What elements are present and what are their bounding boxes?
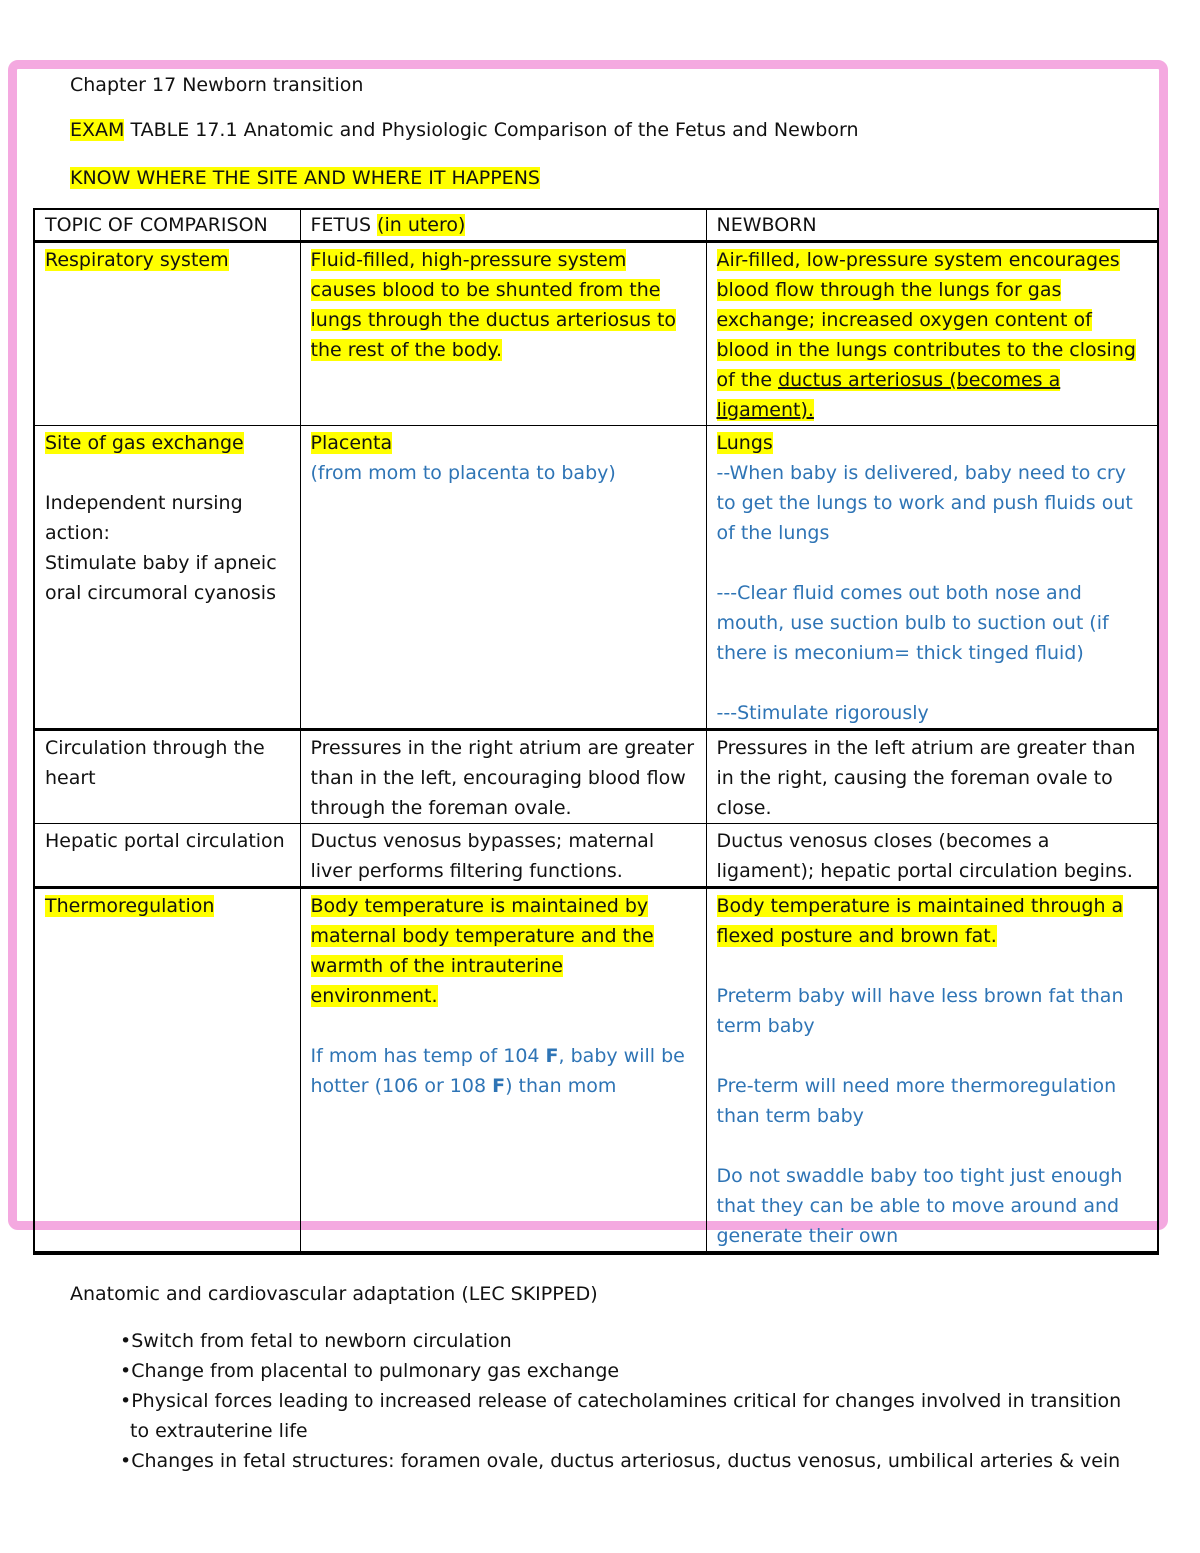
- topic-cell: [34, 425, 300, 729]
- newborn-note: Preterm baby will have less brown fat than term baby: [716, 984, 1124, 1037]
- fetus-cell: Pressures in the right atrium are greater than in the left, encouraging blood flow through the foreman ovale.: [300, 729, 706, 823]
- table-title-text: TABLE 17.1 Anatomic and Physiologic Comparison of the Fetus and Newborn: [124, 119, 859, 141]
- list-item: [92, 1326, 1140, 1356]
- know-line: [70, 166, 540, 190]
- topic-label: Site of gas exchange: [45, 431, 244, 454]
- fetus-cell: [300, 241, 706, 425]
- newborn-cell: [706, 887, 1158, 1253]
- topic-label: Thermoregulation: [45, 894, 215, 917]
- list-item-text: Switch from fetal to newborn circulation: [131, 1330, 512, 1352]
- header-fetus: [300, 209, 706, 241]
- header-fetus-label: FETUS: [310, 214, 378, 236]
- table-row: [34, 823, 1158, 887]
- fetus-cell: [300, 425, 706, 729]
- bullet-dot: •: [120, 1330, 132, 1352]
- list-item-text: Physical forces leading to increased release of catecholamines critical for changes involved in transition to extrauterine life: [130, 1390, 1122, 1442]
- topic-label: Respiratory system: [45, 248, 229, 271]
- nursing-action-text: Stimulate baby if apneic oral circumoral cyanosis: [45, 551, 277, 604]
- fetus-note-part: , baby will be hotter (106 or 108: [310, 1044, 685, 1097]
- list-item-text: Change from placental to pulmonary gas exchange: [131, 1360, 620, 1382]
- fetus-text: Fluid-filled, high-pressure system causes blood to be shunted from the lungs through the ductus arteriosus to the rest of the body.: [310, 248, 677, 361]
- fetus-cell: Ductus venosus bypasses; maternal liver performs filtering functions.: [300, 823, 706, 887]
- topic-cell: [34, 887, 300, 1253]
- list-item: [92, 1356, 1140, 1386]
- comparison-table: [33, 208, 1159, 1255]
- table-row: [34, 887, 1158, 1253]
- fetus-note: (from mom to placenta to baby): [310, 461, 616, 484]
- table-row: [34, 241, 1158, 425]
- fetus-cell: [300, 887, 706, 1253]
- newborn-text: Lungs: [716, 431, 773, 454]
- list-item-text: Changes in fetal structures: foramen ovale, ductus arteriosus, ductus venosus, umbilical arteries & vein: [131, 1450, 1121, 1472]
- topic-cell: Circulation through the heart: [34, 729, 300, 823]
- bullet-dot: •: [120, 1450, 132, 1472]
- fetus-note: [311, 1041, 696, 1101]
- table-row: [34, 729, 1158, 823]
- fahrenheit-mark: F: [492, 1074, 506, 1097]
- newborn-cell: Ductus venosus closes (becomes a ligament); hepatic portal circulation begins.: [706, 823, 1158, 887]
- list-item: [92, 1446, 1140, 1476]
- newborn-note: ---Clear fluid comes out both nose and mouth, use suction bulb to suction out (if there is meconium= thick tinged fluid): [716, 581, 1109, 664]
- fahrenheit-mark: F: [545, 1044, 559, 1067]
- topic-cell: [34, 241, 300, 425]
- topic-cell: Hepatic portal circulation: [34, 823, 300, 887]
- nursing-action-label: Independent nursing action:: [45, 491, 243, 544]
- newborn-text-underlined: ductus arteriosus (becomes a ligament).: [716, 368, 1061, 421]
- newborn-note: --When baby is delivered, baby need to cry to get the lungs to work and push fluids out of the lungs: [716, 461, 1133, 544]
- bullet-dot: •: [120, 1390, 132, 1412]
- know-line-text: KNOW WHERE THE SITE AND WHERE IT HAPPENS: [70, 167, 540, 189]
- newborn-cell: [706, 425, 1158, 729]
- newborn-text: Air-filled, low-pressure system encourages blood flow through the lungs for gas exchange; increased oxygen content of blood in the lungs contributes to the closing of the: [716, 248, 1136, 391]
- adaptation-list: [120, 1326, 1140, 1476]
- table-header-row: [34, 209, 1158, 241]
- chapter-title: Chapter 17 Newborn transition: [70, 74, 364, 96]
- newborn-cell: Pressures in the left atrium are greater than in the right, causing the foreman ovale to close.: [706, 729, 1158, 823]
- fetus-text: Placenta: [310, 431, 393, 454]
- fetus-note-part: ) than mom: [505, 1074, 617, 1097]
- fetus-text: Body temperature is maintained by maternal body temperature and the warmth of the intrauterine environment.: [310, 894, 654, 1007]
- newborn-note: Pre-term will need more thermoregulation than term baby: [716, 1074, 1117, 1127]
- newborn-note: Do not swaddle baby too tight just enough that they can be able to move around and generate their own: [716, 1164, 1123, 1247]
- header-newborn: NEWBORN: [706, 209, 1158, 241]
- header-fetus-note: (in utero): [377, 214, 466, 236]
- newborn-note: ---Stimulate rigorously: [716, 701, 929, 724]
- fetus-note-part: If mom has temp of 104: [310, 1044, 546, 1067]
- adaptation-title: Anatomic and cardiovascular adaptation (LEC SKIPPED): [70, 1283, 598, 1305]
- newborn-cell: [706, 241, 1158, 425]
- table-row: [34, 425, 1158, 729]
- newborn-text: Body temperature is maintained through a flexed posture and brown fat.: [716, 894, 1124, 947]
- list-item: [92, 1386, 1140, 1446]
- exam-label: EXAM: [70, 119, 125, 141]
- table-title: [70, 118, 859, 142]
- header-topic: TOPIC OF COMPARISON: [34, 209, 300, 241]
- bullet-dot: •: [120, 1360, 132, 1382]
